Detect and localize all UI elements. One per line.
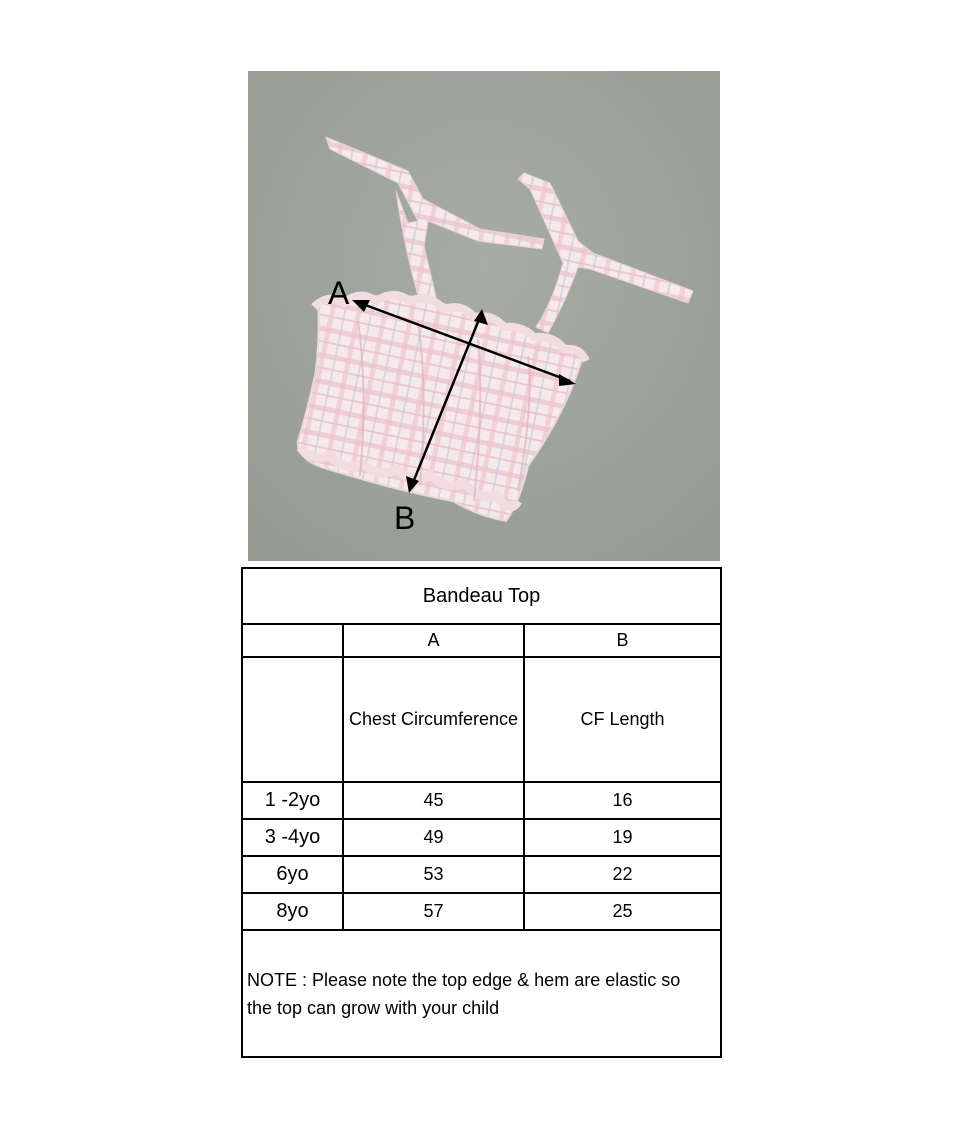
product-photo	[248, 71, 720, 561]
size-label: 6yo	[242, 856, 343, 893]
chest-value: 57	[343, 893, 524, 930]
empty-header-cell	[242, 624, 343, 657]
column-b-header: B	[524, 624, 721, 657]
empty-description-cell	[242, 657, 343, 782]
column-description-row	[242, 657, 721, 782]
column-letter-row	[242, 624, 721, 657]
column-b-description: CF Length	[524, 657, 721, 782]
note-row	[242, 930, 721, 1057]
size-chart-table	[241, 567, 722, 1058]
note-cell	[242, 930, 721, 1057]
table-row	[242, 819, 721, 856]
label-b: B	[394, 500, 416, 536]
note-text: NOTE : Please note the top edge & hem are elastic so the top can grow with your child	[247, 969, 681, 1018]
chest-value: 49	[343, 819, 524, 856]
table-title-row	[242, 568, 721, 624]
label-a: A	[328, 275, 350, 311]
size-label: 3 -4yo	[242, 819, 343, 856]
length-value: 16	[524, 782, 721, 819]
table-row	[242, 893, 721, 930]
size-label: 1 -2yo	[242, 782, 343, 819]
table-row	[242, 856, 721, 893]
size-label: 8yo	[242, 893, 343, 930]
length-value: 22	[524, 856, 721, 893]
table-title: Bandeau Top	[242, 568, 721, 624]
table-row	[242, 782, 721, 819]
column-a-description: Chest Circumference	[343, 657, 524, 782]
length-value: 25	[524, 893, 721, 930]
column-a-header: A	[343, 624, 524, 657]
chest-value: 53	[343, 856, 524, 893]
chest-value: 45	[343, 782, 524, 819]
length-value: 19	[524, 819, 721, 856]
